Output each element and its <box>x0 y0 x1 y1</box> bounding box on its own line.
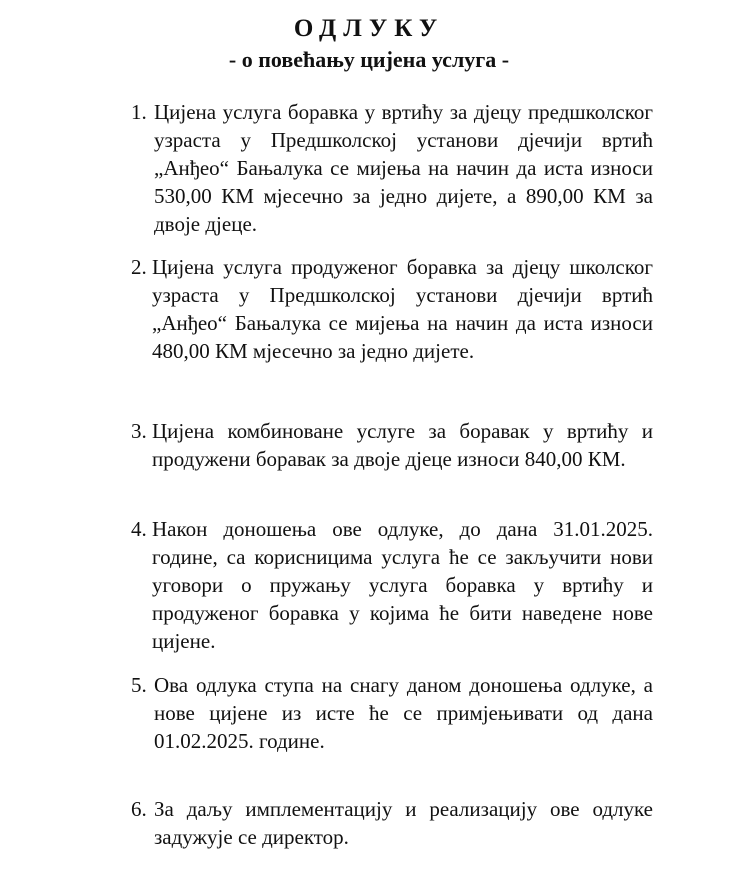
item-text: За даљу имплементацију и реализацију ове одлуке задужује се директор. <box>154 797 653 849</box>
list-item <box>131 417 653 473</box>
item-number: 1. <box>131 100 147 124</box>
list-item <box>131 671 653 755</box>
item-number: 2. <box>131 255 147 279</box>
item-text: Цијена услуга боравка у вртићу за дјецу предшколског узраста у Предшколској установи дјечији вртић „Анђео“ Бањалука се мијења на начин да иста износи 530,00 КМ мјесечно за једно дијете, а 890,00 КМ за двоје дјеце. <box>154 100 653 236</box>
list-item <box>131 253 653 365</box>
item-number: 5. <box>131 673 147 697</box>
item-text: Цијена услуга продуженог боравка за дјецу школског узраста у Предшколској установи дјечији вртић „Анђео“ Бањалука се мијења на начин да иста износи 480,00 КМ мјесечно за једно дијете. <box>152 255 653 363</box>
item-text: Након доношења ове одлуке, до дана 31.01.2025. године, са корисницима услуга ће се закључити нови уговори о пружању услуга боравка у вртићу и продуженог боравка у којима ће бити наведене нове цијене. <box>152 517 653 653</box>
list-item <box>131 515 653 655</box>
item-text: Ова одлука ступа на снагу даном доношења одлуке, а нове цијене из исте ће се примјењивати од дана 01.02.2025. године. <box>154 673 653 753</box>
document-subtitle: - о повећању цијена услуга - <box>228 47 510 72</box>
item-number: 6. <box>131 797 147 821</box>
item-number: 3. <box>131 419 147 443</box>
list-item <box>131 98 653 238</box>
item-number: 4. <box>131 517 147 541</box>
list-item <box>131 795 653 851</box>
document-title: ОДЛУКУ <box>293 15 445 42</box>
item-text: Цијена комбиноване услуге за боравак у вртићу и продужени боравак за двоје дјеце износи 840,00 КМ. <box>152 419 653 471</box>
